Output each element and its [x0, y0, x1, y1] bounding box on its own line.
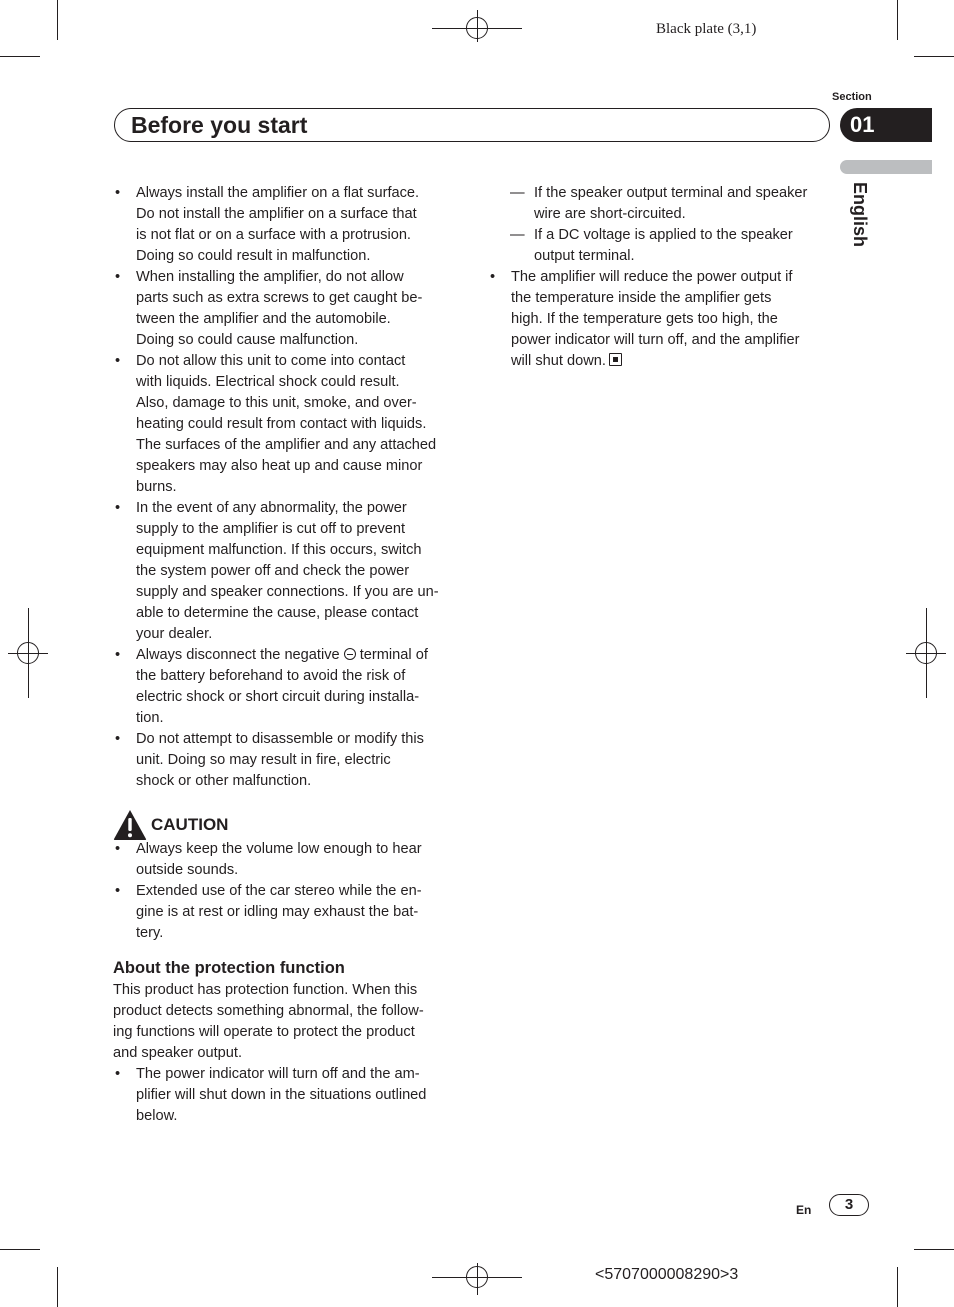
right-column — [488, 183, 833, 372]
plate-label: Black plate (3,1) — [656, 21, 757, 37]
crop-mark — [0, 56, 40, 57]
list-item: • The amplifier will reduce the power output if the temperature inside the amplifier gets high. If the temperature gets too high, the power indicator will turn off, and the amplifier will shut down. — [490, 269, 800, 369]
section-number: 01 — [840, 108, 932, 142]
dash-item: — If a DC voltage is applied to the speaker output terminal. — [510, 227, 793, 264]
crop-mark — [914, 1249, 954, 1250]
list-item: • In the event of any abnormality, the power supply to the amplifier is cut off to prevent equipment malfunction. If this occurs, switch the system power off and check the power supply and speaker connections. If you are un- able to determine the cause, please contact your dealer. — [115, 500, 439, 642]
page-title: Before you start — [131, 112, 308, 138]
warning-triangle-icon — [113, 809, 147, 841]
list-item: • When installing the amplifier, do not allow parts such as extra screws to get caught be- tween the amplifier and the automobile. Doing so could cause malfunction. — [115, 269, 423, 348]
left-column — [113, 183, 461, 1127]
crop-mark — [57, 1267, 58, 1307]
caution-heading: CAUTION — [151, 815, 229, 834]
minus-circle-icon — [344, 648, 356, 660]
caution-heading-row — [113, 809, 461, 839]
crop-mark — [57, 0, 58, 40]
language-tab — [840, 160, 932, 174]
list-item: • Always disconnect the negative terminal of the battery beforehand to avoid the risk of electric shock or short circuit during installa- tion. — [115, 647, 428, 726]
language-code: En — [796, 1203, 812, 1217]
crop-mark — [914, 56, 954, 57]
dash-item: — If the speaker output terminal and speaker wire are short-circuited. — [510, 185, 808, 222]
crop-mark — [897, 0, 898, 40]
section-heading: About the protection function — [113, 959, 345, 977]
crop-mark — [897, 1267, 898, 1307]
list-item: • The power indicator will turn off and the am- plifier will shut down in the situations outlined below. — [115, 1066, 427, 1124]
language-label: English — [850, 182, 870, 248]
list-item: • Extended use of the car stereo while the en- gine is at rest or idling may exhaust the bat- tery. — [115, 883, 422, 941]
paragraph: This product has protection function. When this product detects something abnormal, the follow- ing functions will operate to protect the product and speaker output. — [113, 982, 424, 1061]
crop-mark — [0, 1249, 40, 1250]
page-number: 3 — [829, 1194, 869, 1216]
list-item: • Do not allow this unit to come into contact with liquids. Electrical shock could result. Also, damage to this unit, smoke, and over- heating could result from contact with liquids. The surfaces of the amplifier and any attached speakers may also heat up and cause minor burns. — [115, 353, 437, 495]
list-item: • Always install the amplifier on a flat surface. Do not install the amplifier on a surface that is not flat or on a surface with a protrusion. Doing so could result in malfunction. — [115, 185, 420, 264]
list-item: • Do not attempt to disassemble or modify this unit. Doing so may result in fire, electric shock or other malfunction. — [115, 731, 424, 789]
section-label: Section — [832, 91, 872, 103]
end-of-section-icon — [609, 353, 622, 366]
barcode-text: <5707000008290>3 — [595, 1266, 739, 1283]
list-item: • Always keep the volume low enough to hear outside sounds. — [115, 841, 422, 878]
